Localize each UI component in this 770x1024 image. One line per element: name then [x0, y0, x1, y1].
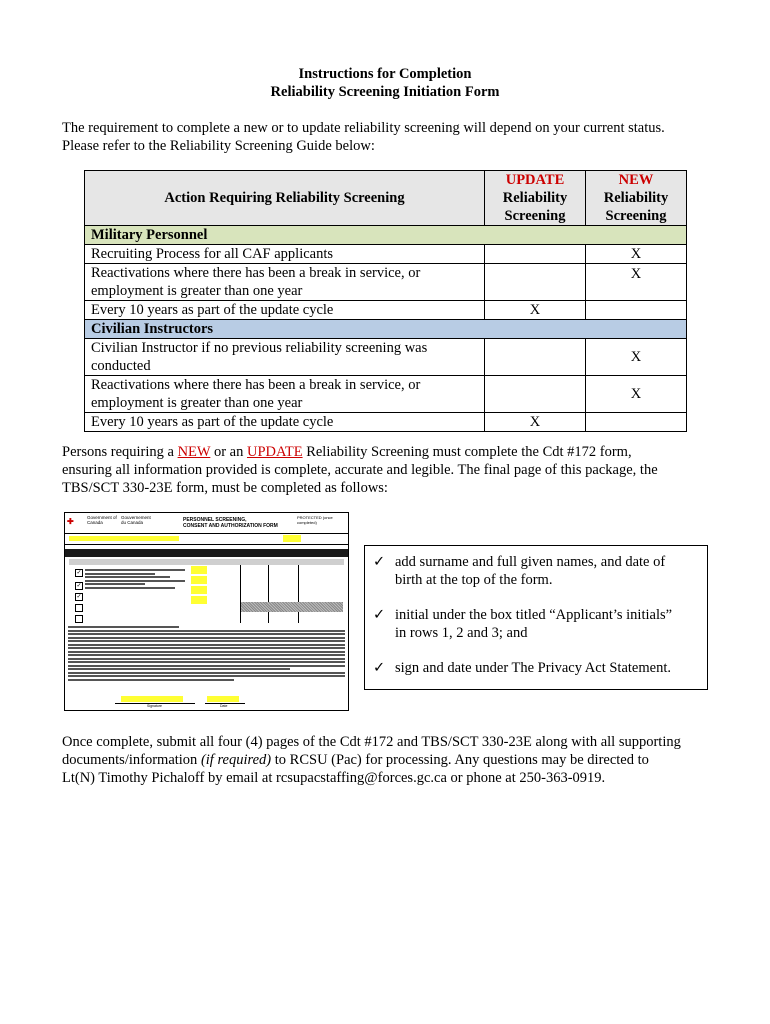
table-row [85, 245, 687, 264]
document-subtitle: Reliability Screening Initiation Form [270, 84, 500, 100]
date-highlight [207, 696, 239, 702]
initials-highlight [191, 586, 207, 594]
table-row [85, 413, 687, 432]
header-update-word: UPDATE [505, 172, 565, 188]
update-mark: X [485, 413, 586, 432]
header-new [586, 171, 687, 226]
new-cell [586, 301, 687, 320]
new-keyword: NEW [177, 444, 211, 460]
row-label-line1: Reactivations where there has been a break in service, or [91, 265, 421, 281]
checkbox-icon [75, 604, 83, 612]
section-row-military [85, 226, 687, 245]
checkbox-icon: ✓ [76, 583, 82, 589]
closing-line-3: Lt(N) Timothy Pichaloff by email at rcsupacstaffing@forces.gc.ca or phone at 250-363-0919. [62, 770, 606, 786]
form-heading-line1: PERSONNEL SCREENING, [183, 517, 247, 523]
persons-text-1: Persons requiring a [62, 444, 178, 460]
row-label: Every 10 years as part of the update cycle [85, 301, 485, 320]
row-label [85, 264, 485, 301]
row-label [85, 339, 485, 376]
closing-paragraph [62, 733, 712, 787]
persons-text-3: Reliability Screening must complete the Cdt #172 form, [302, 444, 632, 460]
update-cell [485, 376, 586, 413]
checklist-item-line1: sign and date under The Privacy Act Statement. [395, 660, 671, 676]
header-new-word: NEW [618, 172, 654, 188]
persons-line-3: TBS/SCT 330-23E form, must be completed as follows: [62, 480, 388, 496]
row-label-line2: employment is greater than one year [91, 283, 303, 299]
protected-label: PROTECTED (once completed) [297, 515, 333, 525]
update-cell [485, 339, 586, 376]
divider [65, 544, 348, 545]
row-label-line1: Civilian Instructor if no previous reliability screening was [91, 340, 428, 356]
checklist-item-line1: initial under the box titled “Applicant’s initials” [395, 607, 673, 623]
new-cell [586, 413, 687, 432]
checklist-item [373, 553, 693, 589]
header-new-line3: Screening [605, 208, 667, 224]
persons-line-2: ensuring all information provided is complete, accurate and legible. The final page of this package, the [62, 462, 658, 478]
instructions-checklist [364, 545, 708, 690]
checklist-item [373, 606, 693, 642]
new-mark: X [586, 376, 687, 413]
row-label [85, 376, 485, 413]
canada-flag-icon: ✚ [67, 517, 74, 526]
table-row [85, 264, 687, 301]
header-update [485, 171, 586, 226]
screening-guide-table [84, 170, 687, 432]
checklist-item-line1: add surname and full given names, and date of [395, 554, 666, 570]
checklist-item-line2: in rows 1, 2 and 3; and [395, 625, 528, 641]
row-label-line1: Reactivations where there has been a break in service, or [91, 377, 421, 393]
dob-highlight [283, 535, 301, 542]
new-mark: X [586, 264, 687, 301]
section-row-civilian [85, 320, 687, 339]
row-label: Recruiting Process for all CAF applicants [85, 245, 485, 264]
gov-fr-wordmark: Gouvernement du Canada [121, 515, 151, 525]
header-action: Action Requiring Reliability Screening [85, 171, 485, 226]
checkmark-icon: ✓ [373, 660, 386, 676]
checklist-item-line2: birth at the top of the form. [395, 572, 553, 588]
closing-italic: (if required) [200, 752, 272, 768]
checklist-item [373, 659, 693, 677]
closing-line-2 [62, 751, 712, 769]
row-label: Every 10 years as part of the update cycle [85, 413, 485, 432]
divider [65, 533, 348, 534]
new-mark: X [586, 339, 687, 376]
date-label: Date [220, 704, 228, 708]
intro-paragraph [62, 119, 712, 155]
form-heading [183, 517, 278, 529]
checkmark-icon: ✓ [373, 554, 386, 570]
closing-line-1: Once complete, submit all four (4) pages of the Cdt #172 and TBS/SCT 330-23E along with all supporting [62, 734, 681, 750]
form-heading-line2: CONSENT AND AUTHORIZATION FORM [183, 523, 278, 529]
initials-highlight [191, 576, 207, 584]
table-row [85, 301, 687, 320]
update-cell [485, 264, 586, 301]
surname-highlight [69, 536, 179, 541]
column-line [298, 565, 299, 623]
section-bar [65, 549, 348, 557]
header-update-line2: Reliability [502, 190, 568, 206]
form-thumbnail-image [64, 512, 349, 711]
row-label-line2: employment is greater than one year [91, 395, 303, 411]
intro-line-1: The requirement to complete a new or to update reliability screening will depend on your current status. [62, 120, 665, 136]
checkmark-icon: ✓ [373, 607, 386, 623]
header-new-line2: Reliability [603, 190, 669, 206]
checkbox-icon: ✓ [76, 570, 82, 576]
table-row [85, 376, 687, 413]
persons-paragraph [62, 443, 712, 497]
header-update-line3: Screening [504, 208, 566, 224]
form-row-text [85, 569, 185, 590]
table-subheader [69, 559, 344, 565]
closing-text-b: to RCSU (Pac) for processing. Any questions may be directed to [271, 752, 649, 768]
intro-line-2: Please refer to the Reliability Screening Guide below: [62, 138, 375, 154]
row-label-line2: conducted [91, 358, 151, 374]
initials-highlight [191, 566, 207, 574]
initials-highlight [191, 596, 207, 604]
closing-text-a: documents/information [62, 752, 201, 768]
column-line [268, 565, 269, 623]
checkbox-icon: ✓ [76, 594, 82, 600]
document-title: Instructions for Completion [298, 66, 472, 82]
section-military-label: Military Personnel [85, 226, 687, 245]
persons-text-2: or an [210, 444, 247, 460]
table-header-row [85, 171, 687, 226]
privacy-text-block [68, 626, 345, 682]
column-line [240, 565, 241, 623]
shaded-area [241, 602, 343, 612]
update-cell [485, 245, 586, 264]
update-mark: X [485, 301, 586, 320]
new-mark: X [586, 245, 687, 264]
checkbox-icon [75, 615, 83, 623]
gov-en-wordmark: Government of Canada [87, 515, 117, 525]
update-keyword: UPDATE [246, 444, 303, 460]
section-civilian-label: Civilian Instructors [85, 320, 687, 339]
signature-highlight [121, 696, 183, 702]
persons-line-1 [62, 443, 712, 461]
table-row [85, 339, 687, 376]
signature-label: Signature [147, 704, 162, 708]
